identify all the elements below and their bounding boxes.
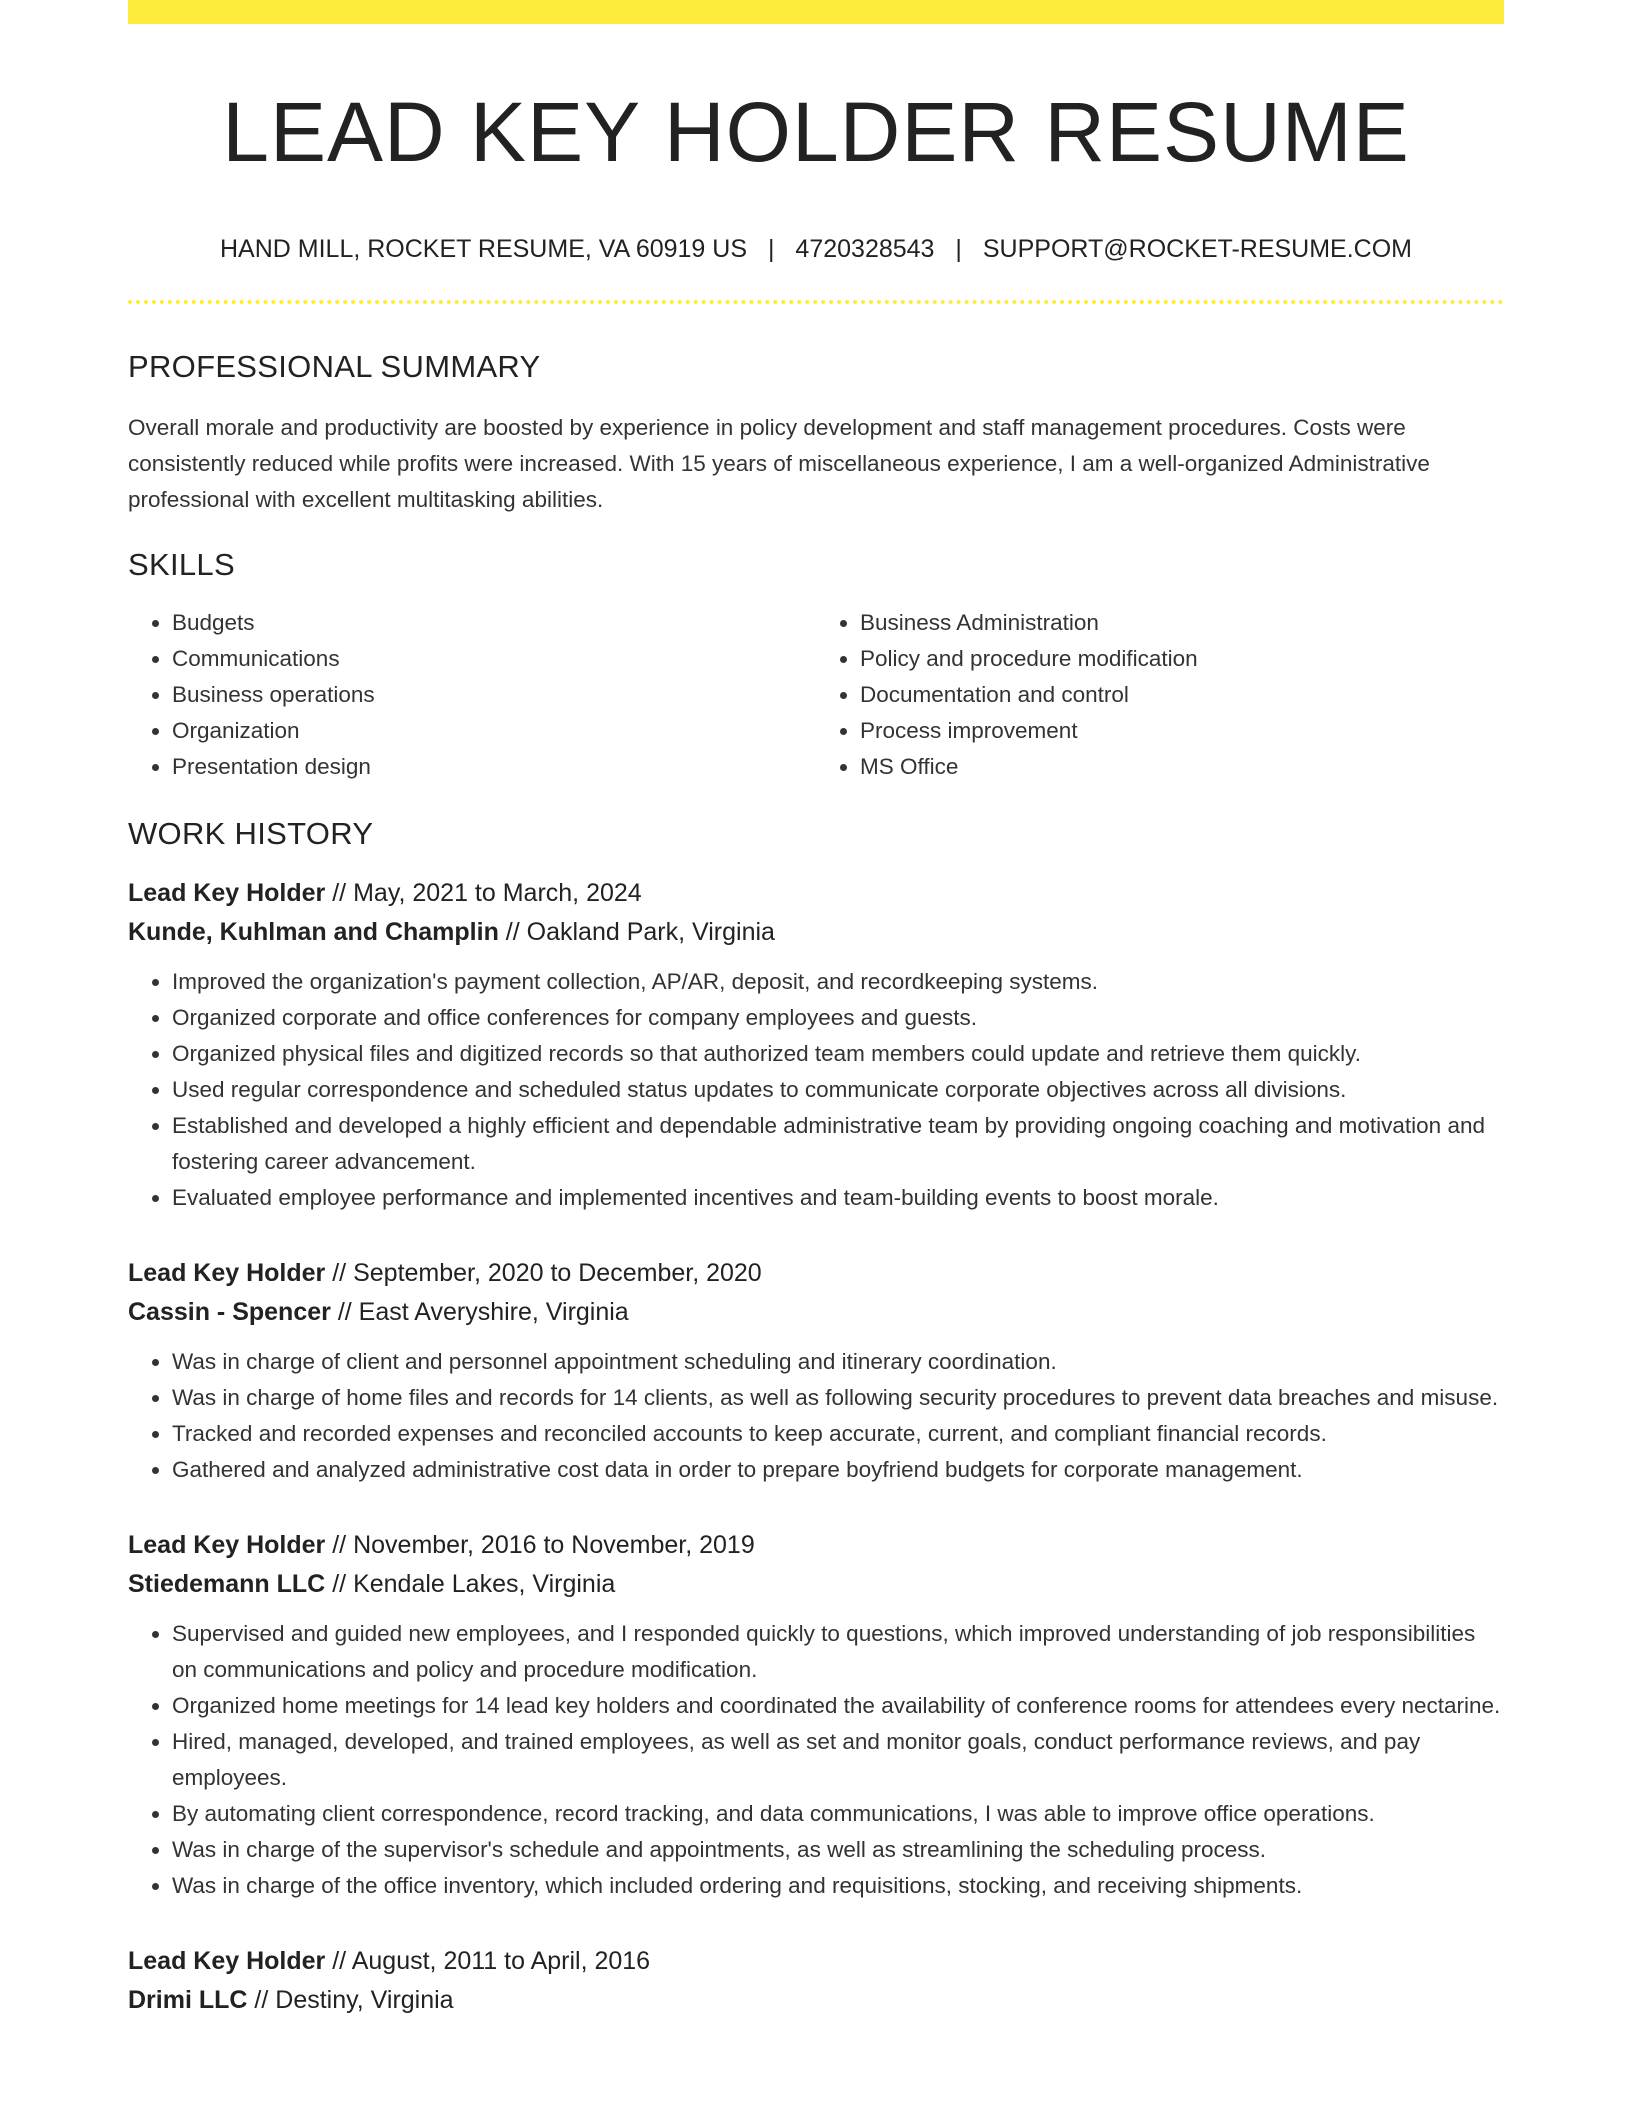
job-bullet: • Was in charge of home files and records for 14 clients, as well as following security procedures to prevent data breaches and misuse. (172, 1380, 1504, 1416)
job-bullets (128, 1616, 1504, 1904)
contact-address: HAND MILL, ROCKET RESUME, VA 60919 US (219, 235, 748, 264)
job-company: Stiedemann LLC (128, 1569, 326, 1598)
job-separator: // (332, 1946, 347, 1975)
skills-columns (128, 605, 1504, 785)
job-entry (128, 1254, 1504, 1488)
job-role: Lead Key Holder (128, 1946, 326, 1975)
job-entry (128, 1526, 1504, 1904)
job-bullets (128, 964, 1504, 1216)
skill-item: • Budgets (172, 605, 816, 641)
job-separator: // (505, 917, 520, 946)
job-bullet: • Improved the organization's payment collection, AP/AR, deposit, and recordkeeping systems. (172, 964, 1504, 1000)
skills-heading: SKILLS (128, 546, 235, 582)
job-bullets (128, 1344, 1504, 1488)
job-dates: September, 2020 to December, 2020 (353, 1258, 762, 1287)
skill-item: • Process improvement (860, 713, 1504, 749)
job-dates: May, 2021 to March, 2024 (353, 878, 642, 907)
skills-list-right (816, 605, 1504, 785)
job-dates: November, 2016 to November, 2019 (353, 1530, 755, 1559)
accent-top-bar (128, 0, 1504, 24)
contact-separator: | (767, 235, 775, 264)
job-bullet: • By automating client correspondence, record tracking, and data communications, I was able to improve office operations. (172, 1796, 1504, 1832)
job-location: Kendale Lakes, Virginia (353, 1569, 616, 1598)
job-bullet: • Established and developed a highly efficient and dependable administrative team by providing ongoing coaching and motivation and fostering career advancement. (172, 1108, 1504, 1180)
job-bullet: • Supervised and guided new employees, and I responded quickly to questions, which improved understanding of job responsibilities on communications and policy and procedure modification. (172, 1616, 1504, 1688)
skill-item: • MS Office (860, 749, 1504, 785)
job-separator: // (254, 1985, 269, 2014)
contact-separator: | (955, 235, 962, 264)
job-company-line (128, 1293, 1504, 1332)
resume-page (128, 0, 1504, 2020)
job-bullet: • Was in charge of client and personnel appointment scheduling and itinerary coordination. (172, 1344, 1504, 1380)
job-separator: // (332, 1569, 347, 1598)
skill-item: • Organization (172, 713, 816, 749)
job-separator: // (332, 1530, 347, 1559)
resume-title: LEAD KEY HOLDER RESUME (222, 85, 1410, 179)
job-location: Oakland Park, Virginia (526, 917, 775, 946)
job-role-line (128, 874, 1504, 913)
skill-item: • Presentation design (172, 749, 816, 785)
contact-line (128, 234, 1504, 264)
job-bullet: • Hired, managed, developed, and trained employees, as well as set and monitor goals, conduct performance reviews, and pay employees. (172, 1724, 1504, 1796)
skill-item: • Business Administration (860, 605, 1504, 641)
job-bullet: • Was in charge of the office inventory, which included ordering and requisitions, stocking, and receiving shipments. (172, 1868, 1504, 1904)
job-company-line (128, 1565, 1504, 1604)
job-company: Cassin - Spencer (128, 1297, 331, 1326)
job-bullet: • Was in charge of the supervisor's schedule and appointments, as well as streamlining the scheduling process. (172, 1832, 1504, 1868)
job-location: Destiny, Virginia (275, 1985, 454, 2014)
skill-item: • Documentation and control (860, 677, 1504, 713)
summary-heading: PROFESSIONAL SUMMARY (128, 349, 541, 385)
skill-item: • Policy and procedure modification (860, 641, 1504, 677)
job-role: Lead Key Holder (128, 878, 326, 907)
job-bullet: • Gathered and analyzed administrative cost data in order to prepare boyfriend budgets for corporate management. (172, 1452, 1504, 1488)
job-entry (128, 1942, 1504, 2020)
skills-list-left (128, 605, 816, 785)
job-dates: August, 2011 to April, 2016 (351, 1946, 651, 1975)
job-separator: // (337, 1297, 352, 1326)
summary-text: Overall morale and productivity are boosted by experience in policy development and staff management procedures. Costs were consistently reduced while profits were increased. With 15 years of miscellaneous experience, I am a well-organized Administrative professional with excellent multitasking abilities. (128, 414, 1430, 512)
job-separator: // (332, 1258, 347, 1287)
job-company-line (128, 913, 1504, 952)
job-bullet: • Used regular correspondence and scheduled status updates to communicate corporate objectives across all divisions. (172, 1072, 1504, 1108)
job-bullet: • Organized physical files and digitized records so that authorized team members could update and retrieve them quickly. (172, 1036, 1504, 1072)
contact-phone: 4720328543 (795, 235, 935, 264)
job-role: Lead Key Holder (128, 1530, 326, 1559)
job-company: Drimi LLC (128, 1985, 248, 2014)
job-company-line (128, 1981, 1504, 2020)
job-role: Lead Key Holder (128, 1258, 326, 1287)
job-role-line (128, 1254, 1504, 1293)
work-history-heading: WORK HISTORY (128, 815, 374, 851)
job-company: Kunde, Kuhlman and Champlin (128, 917, 499, 946)
job-entry (128, 874, 1504, 1216)
skill-item: • Business operations (172, 677, 816, 713)
job-bullet: • Organized home meetings for 14 lead key holders and coordinated the availability of conference rooms for attendees every nectarine. (172, 1688, 1504, 1724)
job-location: East Averyshire, Virginia (358, 1297, 629, 1326)
dotted-divider (128, 300, 1504, 304)
job-separator: // (332, 878, 347, 907)
job-role-line (128, 1526, 1504, 1565)
job-role-line (128, 1942, 1504, 1981)
contact-email: SUPPORT@ROCKET-RESUME.COM (982, 235, 1413, 264)
job-bullet: • Organized corporate and office conferences for company employees and guests. (172, 1000, 1504, 1036)
skill-item: • Communications (172, 641, 816, 677)
job-bullet: • Evaluated employee performance and implemented incentives and team-building events to boost morale. (172, 1180, 1504, 1216)
job-bullet: • Tracked and recorded expenses and reconciled accounts to keep accurate, current, and compliant financial records. (172, 1416, 1504, 1452)
